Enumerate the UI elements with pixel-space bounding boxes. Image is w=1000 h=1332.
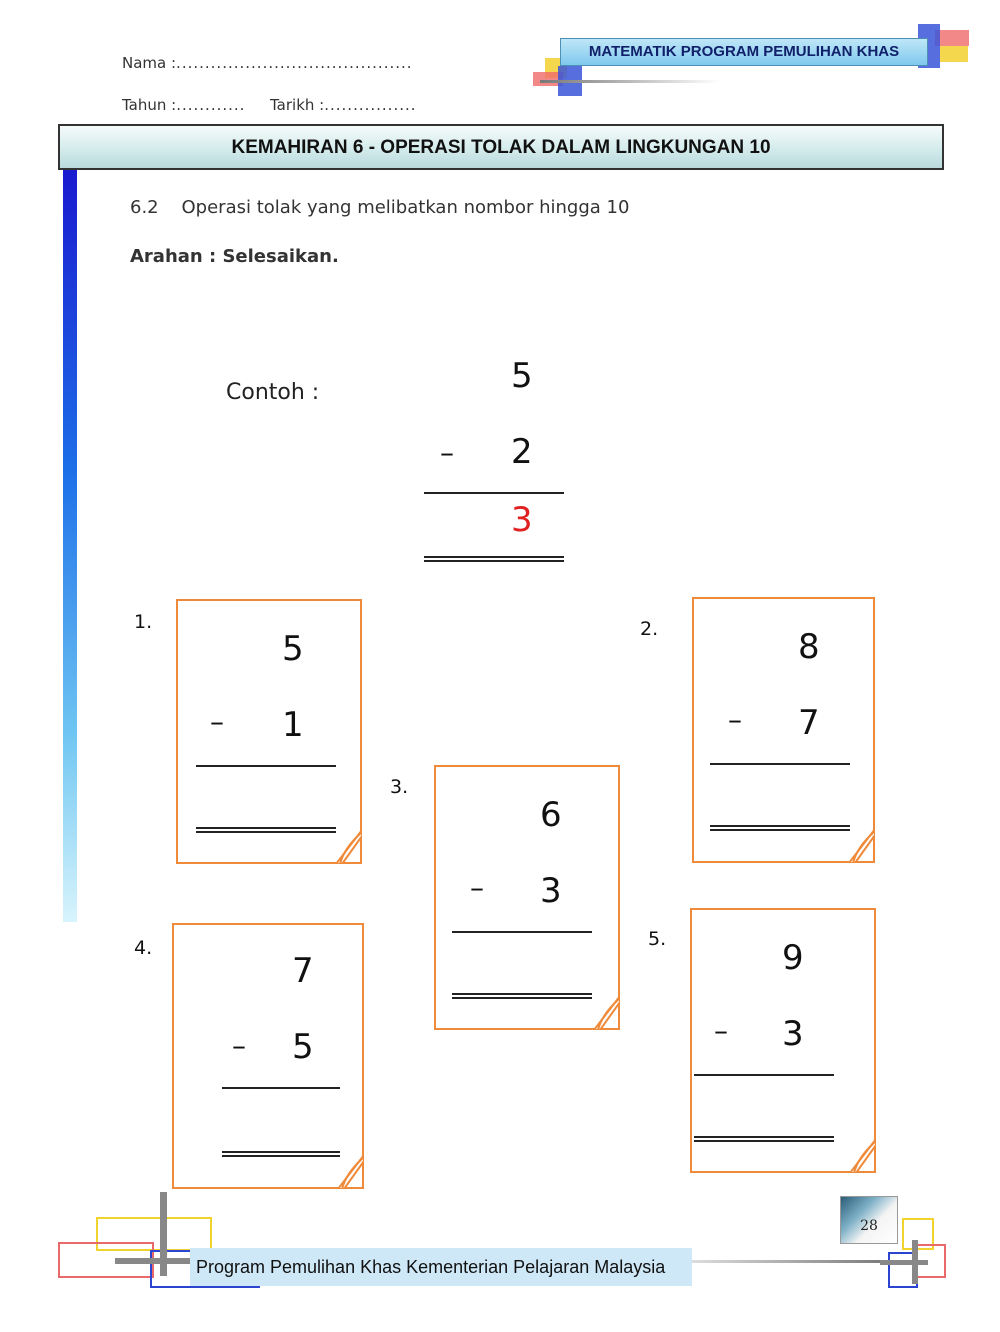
footer-decor <box>880 1260 928 1265</box>
badge-decor <box>540 80 720 83</box>
nama-label: Nama : <box>122 54 177 72</box>
minus-sign: – <box>728 703 742 736</box>
answer-double-line <box>452 993 592 999</box>
instruction: Arahan : Selesaikan. <box>130 246 339 267</box>
sum-line <box>222 1087 340 1089</box>
question-2-label: 2. <box>640 618 659 640</box>
page-curl-icon <box>594 996 620 1030</box>
answer-double-line <box>196 827 336 833</box>
page-curl-icon <box>338 1155 364 1189</box>
question-3-card <box>434 765 620 1030</box>
badge-decor <box>935 30 969 46</box>
sum-line <box>452 931 592 933</box>
example-bottom-number: 2 <box>511 432 533 472</box>
question-2-bottom: 7 <box>798 703 820 743</box>
sum-line <box>694 1074 834 1076</box>
program-badge: MATEMATIK PROGRAM PEMULIHAN KHAS <box>560 38 928 66</box>
nama-field <box>122 54 413 72</box>
tarikh-blank: ................ <box>324 96 417 114</box>
question-3-bottom: 3 <box>540 871 562 911</box>
question-5-label: 5. <box>648 928 667 950</box>
question-4-top: 7 <box>292 951 314 991</box>
answer-double-line <box>222 1151 340 1157</box>
badge-decor <box>940 46 968 62</box>
page-curl-icon <box>849 829 875 863</box>
sum-line <box>424 492 564 494</box>
question-4-card <box>172 923 364 1189</box>
page-curl-icon <box>850 1139 876 1173</box>
footer-decor <box>692 1260 892 1263</box>
example-top-number: 5 <box>511 356 533 396</box>
tahun-field <box>122 96 245 114</box>
question-2-answer-input[interactable] <box>710 771 850 821</box>
tarikh-label: Tarikh : <box>270 96 325 114</box>
answer-double-line <box>424 556 564 562</box>
sum-line <box>710 763 850 765</box>
answer-double-line <box>694 1136 834 1142</box>
question-3-answer-input[interactable] <box>452 939 592 989</box>
minus-sign: – <box>470 871 484 904</box>
minus-sign: – <box>714 1014 728 1047</box>
question-3-top: 6 <box>540 795 562 835</box>
question-1-label: 1. <box>134 611 153 633</box>
section-subtitle: 6.2 Operasi tolak yang melibatkan nombor hingga 10 <box>130 197 630 218</box>
minus-sign: – <box>440 436 454 469</box>
question-2-card <box>692 597 875 863</box>
question-4-bottom: 5 <box>292 1027 314 1067</box>
example-label: Contoh : <box>226 380 320 405</box>
minus-sign: – <box>232 1029 246 1062</box>
question-4-label: 4. <box>134 937 153 959</box>
nama-blank: ......................................... <box>176 54 413 72</box>
question-2-top: 8 <box>798 627 820 667</box>
question-4-answer-input[interactable] <box>222 1095 340 1145</box>
question-1-answer-input[interactable] <box>196 773 336 823</box>
side-decor-bar <box>63 170 77 922</box>
example-answer: 3 <box>511 500 533 540</box>
question-5-bottom: 3 <box>782 1014 804 1054</box>
question-5-card <box>690 908 876 1173</box>
answer-double-line <box>710 825 850 831</box>
page-curl-icon <box>336 830 362 864</box>
question-5-answer-input[interactable] <box>694 1082 834 1132</box>
tahun-blank: ............ <box>176 96 246 114</box>
skill-banner: KEMAHIRAN 6 - OPERASI TOLAK DALAM LINGKUNGAN 10 <box>58 124 944 170</box>
sum-line <box>196 765 336 767</box>
question-1-top: 5 <box>282 629 304 669</box>
page-number: 28 <box>840 1196 898 1244</box>
question-1-card <box>176 599 362 864</box>
tahun-label: Tahun : <box>122 96 177 114</box>
question-3-label: 3. <box>390 776 409 798</box>
footer-text: Program Pemulihan Khas Kementerian Pelajaran Malaysia <box>190 1248 692 1286</box>
minus-sign: – <box>210 705 224 738</box>
question-5-top: 9 <box>782 938 804 978</box>
question-1-bottom: 1 <box>282 705 304 745</box>
tarikh-field <box>270 96 417 114</box>
